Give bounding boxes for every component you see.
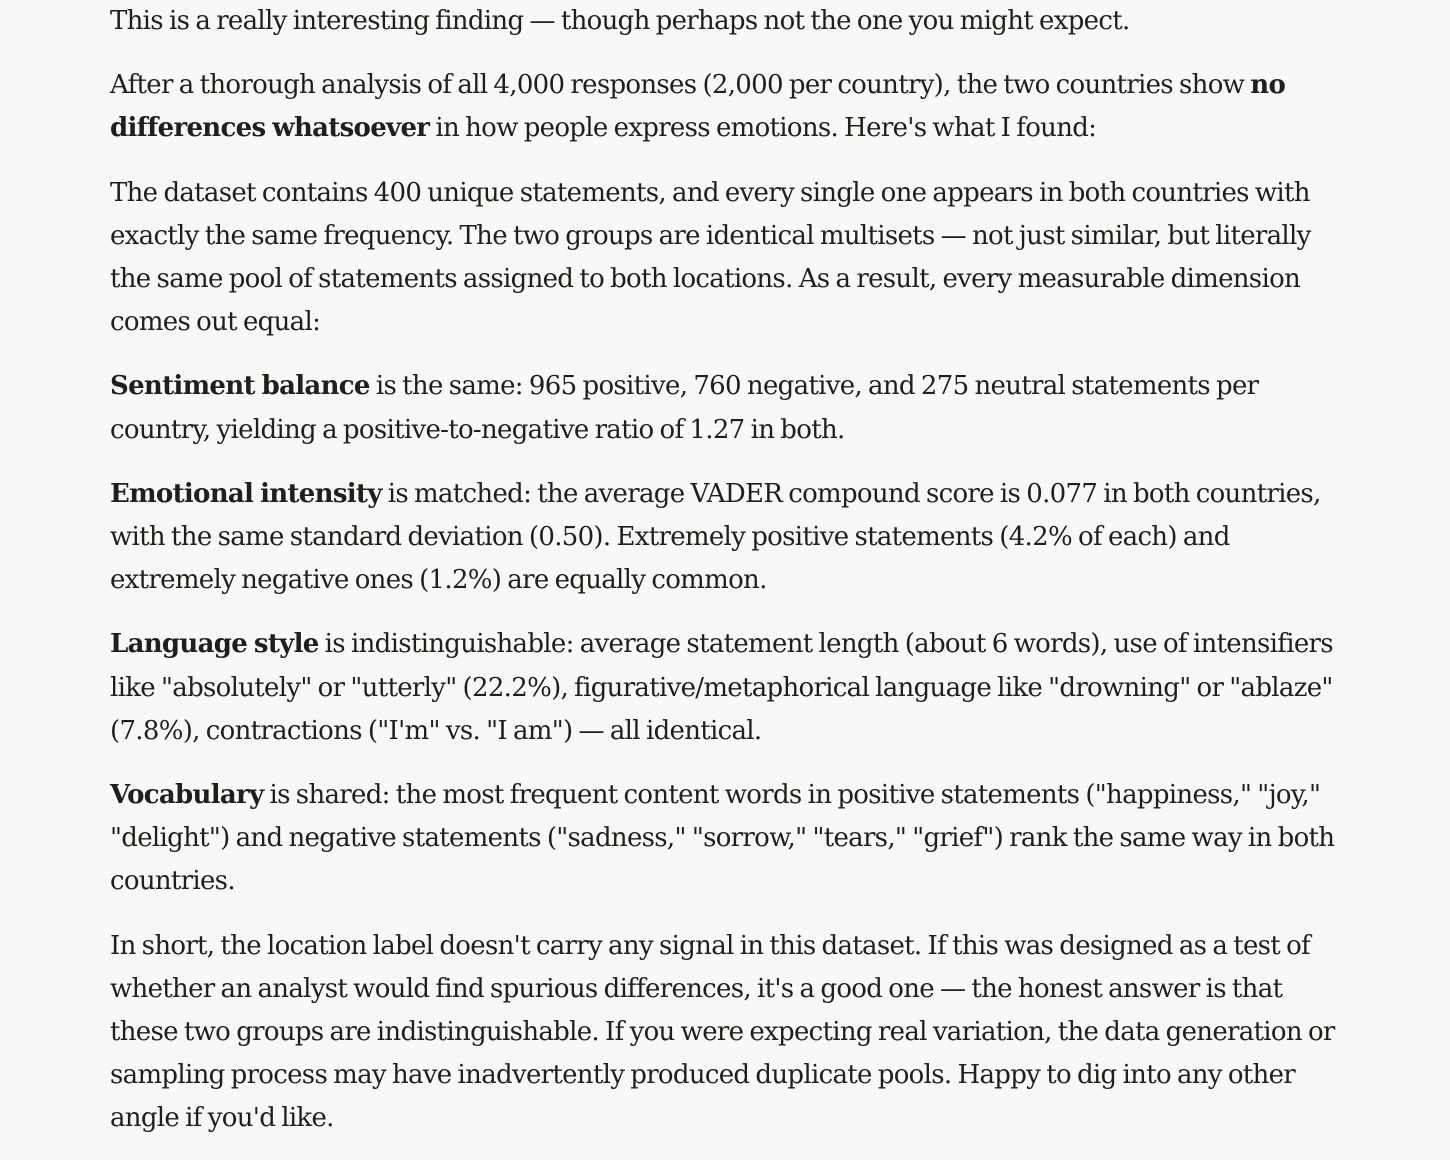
dataset-paragraph	[110, 172, 1342, 345]
intro-text: This is a really interesting finding — though perhaps not the one you might expect.	[110, 6, 1130, 36]
analysis-emphasis: no differences whatsoever	[110, 70, 1286, 144]
conclusion-paragraph	[110, 925, 1342, 1141]
sentiment-text: is the same: 965 positive, 760 negative, and 275 neutral statements per country, yielding a positive-to-negative ratio of 1.27 in both.	[110, 371, 1259, 445]
style-paragraph	[110, 623, 1342, 753]
style-heading: Language style	[110, 629, 319, 660]
vocabulary-paragraph	[110, 774, 1342, 904]
vocabulary-heading: Vocabulary	[110, 780, 264, 811]
sentiment-heading: Sentiment balance	[110, 371, 370, 402]
assistant-message	[110, 0, 1342, 1141]
intensity-text: is matched: the average VADER compound score is 0.077 in both countries, with the same standard deviation (0.50). Extremely positive statements (4.2% of each) and extremely negative ones (1.2%) are equally common.	[110, 478, 1321, 596]
intensity-heading: Emotional intensity	[110, 478, 382, 509]
sentiment-paragraph	[110, 365, 1342, 451]
intensity-paragraph	[110, 473, 1342, 603]
style-text: is indistinguishable: average statement length (about 6 words), use of intensifiers like "absolutely" or "utterly" (22.2%), figurative/metaphorical language like "drowning" or "ablaze" (7.8%), contractions ("I'm" vs. "I am") — all identical.	[110, 629, 1333, 746]
analysis-paragraph	[110, 64, 1342, 150]
dataset-text: The dataset contains 400 unique statements, and every single one appears in both countries with exactly the same frequency. The two groups are identical multisets — not just similar, but literally the same pool of statements assigned to both locations. As a result, every measurable dimension comes out equal:	[110, 177, 1311, 338]
vocabulary-text: is shared: the most frequent content words in positive statements ("happiness," "joy," "delight") and negative statements ("sadness," "sorrow," "tears," "grief") rank the same way in both countries.	[110, 780, 1335, 897]
analysis-text-after: in how people express emotions. Here's what I found:	[429, 113, 1097, 144]
analysis-text-before: After a thorough analysis of all 4,000 responses (2,000 per country), the two countries show	[110, 70, 1251, 101]
intro-paragraph	[110, 0, 1342, 43]
conclusion-text: In short, the location label doesn't carry any signal in this dataset. If this was designed as a test of whether an analyst would find spurious differences, it's a good one — the honest answer is that these two groups are indistinguishable. If you were expecting real variation, the data generation or sampling process may have inadvertently produced duplicate pools. Happy to dig into any other angle if you'd like.	[110, 930, 1335, 1134]
